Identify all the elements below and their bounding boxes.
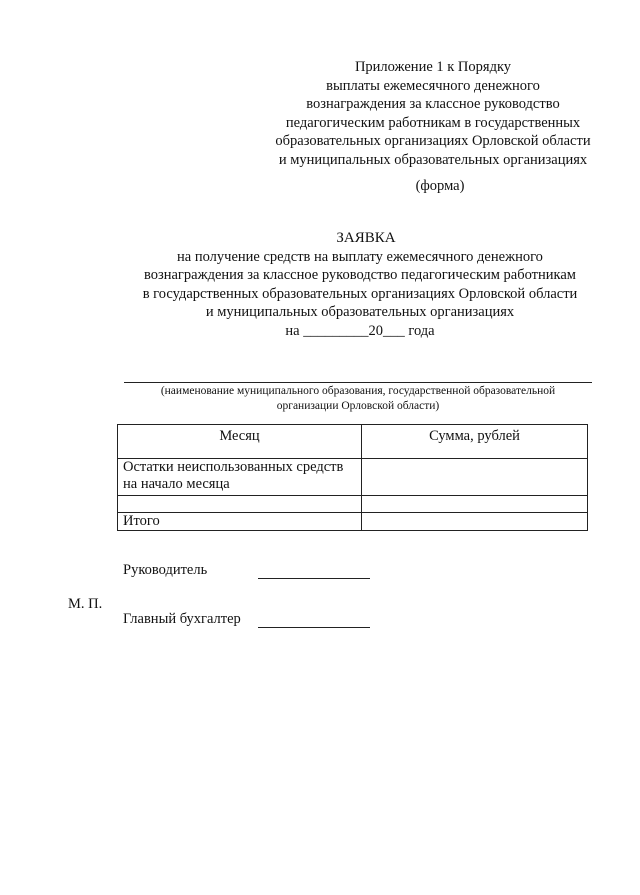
- appendix-line: педагогическим работникам в государственных: [285, 114, 581, 131]
- header-month: Месяц: [118, 425, 362, 459]
- table-row: [118, 459, 588, 496]
- funds-table: [117, 424, 588, 531]
- header-amount: Сумма, рублей: [362, 425, 588, 459]
- accountant-signature-field[interactable]: [258, 627, 370, 628]
- request-line: вознаграждения за классное руководство педагогическим работникам: [144, 267, 576, 283]
- org-caption-line: (наименование муниципального образования, государственной образовательной: [160, 385, 556, 397]
- table-cell-amount[interactable]: [362, 496, 588, 513]
- request-title: ЗАЯВКА: [336, 230, 396, 246]
- appendix-line: Приложение 1 к Порядку: [354, 59, 512, 75]
- org-caption-line: организации Орловской области): [276, 400, 440, 412]
- accountant-label: Главный бухгалтер: [123, 611, 241, 627]
- appendix-line: выплаты ежемесячного денежного: [326, 77, 540, 94]
- request-date-line: на _________20___ года: [285, 322, 435, 339]
- head-signature-field[interactable]: [258, 578, 370, 579]
- request-line: на получение средств на выплату ежемесячного денежного: [177, 248, 543, 265]
- appendix-header: [258, 58, 608, 169]
- stamp-label: М. П.: [68, 596, 103, 612]
- table-row: [118, 513, 588, 531]
- request-line: в государственных образовательных организациях Орловской области: [142, 285, 578, 302]
- appendix-line: вознаграждения за классное руководство: [306, 96, 560, 112]
- request-line: и муниципальных образовательных организациях: [205, 304, 515, 320]
- table-cell-month: Остатки неиспользованных средств на начало месяца: [118, 459, 362, 496]
- request-title-block: [100, 229, 620, 340]
- form-label: (форма): [415, 178, 465, 194]
- table-row: [118, 496, 588, 513]
- org-name-field[interactable]: [124, 382, 592, 383]
- appendix-line: и муниципальных образовательных организациях: [278, 151, 588, 168]
- appendix-line: образовательных организациях Орловской области: [275, 133, 591, 149]
- table-cell-month[interactable]: [118, 496, 362, 513]
- head-label: Руководитель: [123, 562, 208, 578]
- table-cell-total-label: Итого: [118, 513, 362, 531]
- table-cell-total-amount[interactable]: [362, 513, 588, 531]
- org-name-caption: [124, 384, 592, 414]
- table-cell-amount[interactable]: [362, 459, 588, 496]
- table-header-row: [118, 425, 588, 459]
